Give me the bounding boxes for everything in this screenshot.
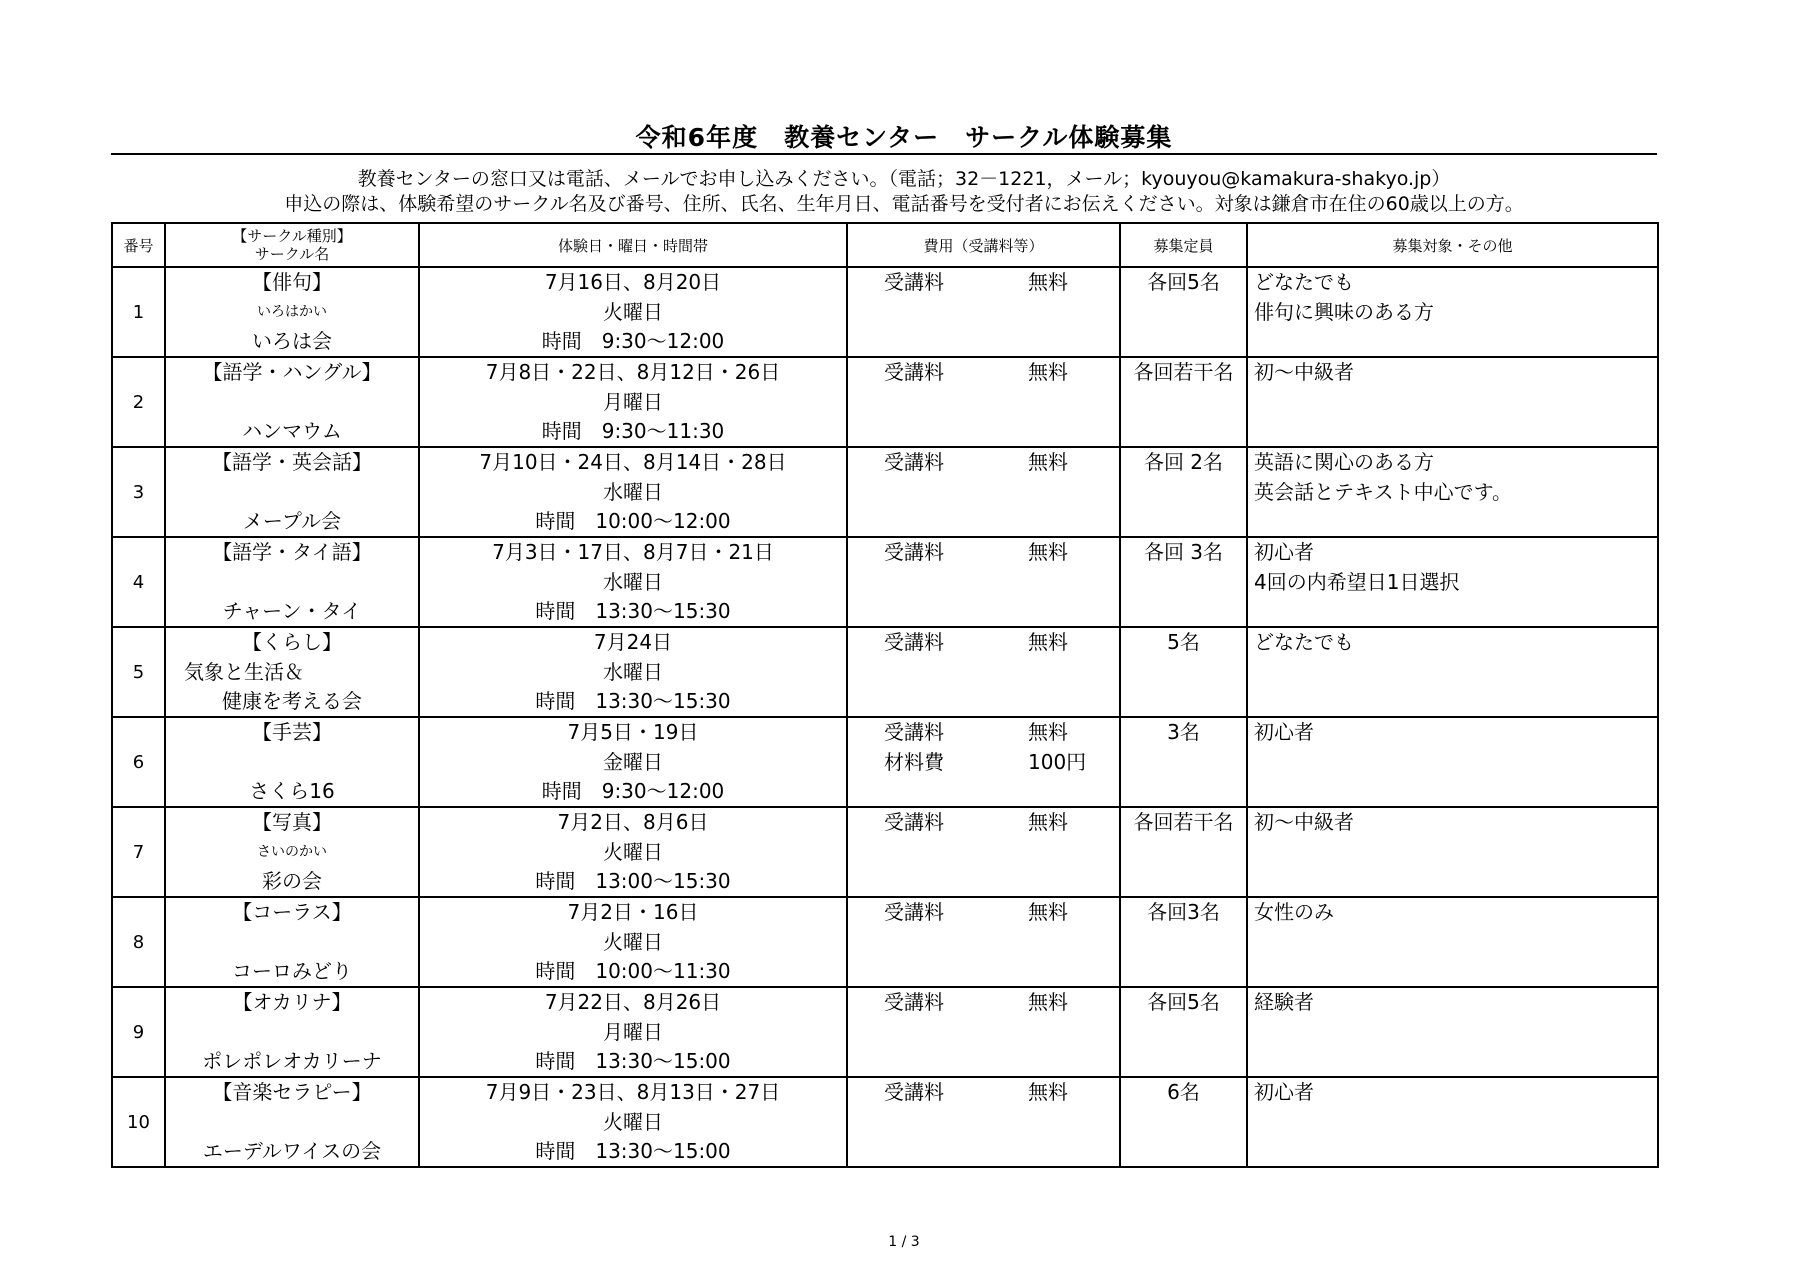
circle-name-line: 気象と生活＆ xyxy=(184,660,304,684)
fee-value: 無料 xyxy=(1028,270,1068,294)
table-row xyxy=(112,537,1658,627)
fee-value: 無料 xyxy=(1028,1080,1068,1104)
fee-cell xyxy=(847,1077,1120,1167)
fee-label: 受講料 xyxy=(884,270,944,294)
fee-label: 受講料 xyxy=(884,1080,944,1104)
application-note: 教養センターの窓口又は電話、メールでお申し込みください。（電話；32－1221，メール；kyouyou@kamakura-shakyo.jp） xyxy=(357,168,1451,190)
header-circle-type: 【サークル種別】 xyxy=(232,227,352,245)
schedule-weekday: 水曜日 xyxy=(603,480,663,504)
fee-cell xyxy=(847,537,1120,627)
circle-table xyxy=(111,222,1659,1168)
capacity-cell xyxy=(1120,447,1247,537)
page-number: 1 / 3 xyxy=(888,1234,920,1250)
target-cell xyxy=(1247,807,1658,897)
fee-label: 受講料 xyxy=(884,540,944,564)
circle-category: 【音楽セラピー】 xyxy=(212,1080,372,1104)
schedule-cell xyxy=(419,267,847,357)
fee-label: 受講料 xyxy=(884,630,944,654)
header-circle-name: サークル名 xyxy=(254,245,330,263)
capacity-value: 3名 xyxy=(1167,720,1200,744)
header-schedule: 体験日・曜日・時間帯 xyxy=(419,223,847,267)
schedule-cell xyxy=(419,717,847,807)
capacity-cell xyxy=(1120,1077,1247,1167)
circle-name-reading: いろはかい xyxy=(257,304,327,320)
fee-value: 無料 xyxy=(1028,900,1068,924)
capacity-value: 各回5名 xyxy=(1147,270,1220,294)
circle-category: 【語学・タイ語】 xyxy=(212,540,372,564)
circle-cell xyxy=(165,897,419,987)
capacity-value: 5名 xyxy=(1167,630,1200,654)
schedule-dates: 7月24日 xyxy=(593,630,673,654)
table-row xyxy=(112,357,1658,447)
schedule-cell xyxy=(419,627,847,717)
circle-name: メープル会 xyxy=(242,509,342,533)
schedule-weekday: 水曜日 xyxy=(603,570,663,594)
capacity-cell xyxy=(1120,717,1247,807)
target-cell xyxy=(1247,987,1658,1077)
target-cell xyxy=(1247,537,1658,627)
fee-label: 受講料 xyxy=(884,720,944,744)
target-cell xyxy=(1247,267,1658,357)
schedule-time: 時間 13:00～15:30 xyxy=(535,869,731,893)
target-line-2: 俳句に興味のある方 xyxy=(1254,300,1434,324)
capacity-value: 各回5名 xyxy=(1147,990,1220,1014)
schedule-time: 時間 13:30～15:00 xyxy=(535,1139,731,1163)
target-cell xyxy=(1247,357,1658,447)
fee-cell xyxy=(847,627,1120,717)
material-fee-label: 材料費 xyxy=(884,750,944,774)
target-cell xyxy=(1247,627,1658,717)
circle-cell xyxy=(165,447,419,537)
schedule-cell xyxy=(419,357,847,447)
row-number: 5 xyxy=(112,627,165,717)
schedule-cell xyxy=(419,1077,847,1167)
schedule-dates: 7月5日・19日 xyxy=(567,720,699,744)
capacity-cell xyxy=(1120,357,1247,447)
schedule-cell xyxy=(419,897,847,987)
fee-value: 無料 xyxy=(1028,540,1068,564)
target-cell xyxy=(1247,447,1658,537)
table-row xyxy=(112,447,1658,537)
target-line-1: どなたでも xyxy=(1254,270,1354,294)
fee-value: 無料 xyxy=(1028,810,1068,834)
capacity-value: 各回 2名 xyxy=(1143,450,1224,474)
target-line-1: 初心者 xyxy=(1254,720,1314,744)
fee-label: 受講料 xyxy=(884,810,944,834)
fee-value: 無料 xyxy=(1028,990,1068,1014)
target-line-1: 英語に関心のある方 xyxy=(1254,450,1434,474)
row-number: 7 xyxy=(112,807,165,897)
schedule-dates: 7月9日・23日、8月13日・27日 xyxy=(485,1080,781,1104)
fee-value: 無料 xyxy=(1028,450,1068,474)
circle-cell xyxy=(165,807,419,897)
circle-name-reading: さいのかい xyxy=(257,844,327,860)
schedule-dates: 7月22日、8月26日 xyxy=(544,990,722,1014)
fee-cell xyxy=(847,357,1120,447)
circle-name: いろは会 xyxy=(252,329,332,353)
schedule-dates: 7月8日・22日、8月12日・26日 xyxy=(485,360,781,384)
schedule-time: 時間 9:30～12:00 xyxy=(541,329,725,353)
target-line-1: 初～中級者 xyxy=(1254,360,1354,384)
fee-cell xyxy=(847,717,1120,807)
schedule-time: 時間 9:30～12:00 xyxy=(541,779,725,803)
circle-name: エーデルワイスの会 xyxy=(202,1139,382,1163)
table-row xyxy=(112,267,1658,357)
capacity-value: 各回3名 xyxy=(1147,900,1220,924)
circle-category: 【手芸】 xyxy=(252,720,332,744)
table-row xyxy=(112,1077,1658,1167)
target-line-2: 英会話とテキスト中心です。 xyxy=(1254,480,1512,504)
schedule-time: 時間 9:30～11:30 xyxy=(541,419,725,443)
schedule-weekday: 月曜日 xyxy=(603,1020,663,1044)
schedule-time: 時間 10:00～11:30 xyxy=(535,959,731,983)
fee-value: 無料 xyxy=(1028,360,1068,384)
title-divider xyxy=(111,153,1657,155)
schedule-weekday: 水曜日 xyxy=(603,660,663,684)
eligibility-note: 申込の際は、体験希望のサークル名及び番号、住所、氏名、生年月日、電話番号を受付者にお伝えください。対象は鎌倉市在住の60歳以上の方。 xyxy=(284,193,1524,215)
schedule-time: 時間 13:30～15:00 xyxy=(535,1049,731,1073)
material-fee-value: 100円 xyxy=(1028,750,1087,774)
circle-category: 【コーラス】 xyxy=(232,900,352,924)
fee-cell xyxy=(847,897,1120,987)
schedule-weekday: 火曜日 xyxy=(603,1110,663,1134)
circle-name: ハンマウム xyxy=(242,419,342,443)
row-number: 1 xyxy=(112,267,165,357)
target-line-1: 初心者 xyxy=(1254,540,1314,564)
fee-value: 無料 xyxy=(1028,630,1068,654)
header-circle xyxy=(165,223,419,267)
schedule-weekday: 火曜日 xyxy=(603,300,663,324)
circle-name: 彩の会 xyxy=(262,869,322,893)
capacity-cell xyxy=(1120,627,1247,717)
fee-cell xyxy=(847,987,1120,1077)
schedule-dates: 7月10日・24日、8月14日・28日 xyxy=(479,450,787,474)
schedule-time: 時間 13:30～15:30 xyxy=(535,599,731,623)
circle-cell xyxy=(165,717,419,807)
schedule-dates: 7月2日・16日 xyxy=(567,900,699,924)
capacity-cell xyxy=(1120,987,1247,1077)
row-number: 8 xyxy=(112,897,165,987)
row-number: 3 xyxy=(112,447,165,537)
schedule-weekday: 金曜日 xyxy=(603,750,663,774)
target-cell xyxy=(1247,717,1658,807)
target-line-1: 初～中級者 xyxy=(1254,810,1354,834)
circle-name: コーロみどり xyxy=(232,959,352,983)
schedule-dates: 7月16日、8月20日 xyxy=(544,270,722,294)
fee-cell xyxy=(847,267,1120,357)
table-row xyxy=(112,807,1658,897)
capacity-cell xyxy=(1120,267,1247,357)
target-cell xyxy=(1247,897,1658,987)
schedule-time: 時間 10:00～12:00 xyxy=(535,509,731,533)
header-no: 番号 xyxy=(112,223,165,267)
capacity-cell xyxy=(1120,897,1247,987)
circle-name: さくら16 xyxy=(249,779,335,803)
row-number: 10 xyxy=(112,1077,165,1167)
header-target: 募集対象・その他 xyxy=(1247,223,1658,267)
circle-category: 【語学・英会話】 xyxy=(212,450,372,474)
circle-name: 健康を考える会 xyxy=(222,689,362,713)
circle-cell xyxy=(165,267,419,357)
table-header-row xyxy=(112,223,1658,267)
schedule-cell xyxy=(419,447,847,537)
circle-name: チャーン・タイ xyxy=(222,599,362,623)
target-line-1: どなたでも xyxy=(1254,630,1354,654)
target-line-1: 経験者 xyxy=(1254,990,1314,1014)
capacity-cell xyxy=(1120,807,1247,897)
fee-label: 受講料 xyxy=(884,990,944,1014)
header-capacity: 募集定員 xyxy=(1120,223,1247,267)
circle-cell xyxy=(165,627,419,717)
table-row xyxy=(112,627,1658,717)
fee-cell xyxy=(847,447,1120,537)
table-row xyxy=(112,897,1658,987)
schedule-dates: 7月3日・17日、8月7日・21日 xyxy=(492,540,774,564)
circle-category: 【語学・ハングル】 xyxy=(202,360,382,384)
row-number: 2 xyxy=(112,357,165,447)
capacity-value: 各回 3名 xyxy=(1143,540,1224,564)
target-line-1: 初心者 xyxy=(1254,1080,1314,1104)
circle-category: 【オカリナ】 xyxy=(232,990,352,1014)
schedule-cell xyxy=(419,807,847,897)
circle-cell xyxy=(165,357,419,447)
circle-cell xyxy=(165,537,419,627)
schedule-weekday: 火曜日 xyxy=(603,930,663,954)
fee-label: 受講料 xyxy=(884,900,944,924)
schedule-cell xyxy=(419,537,847,627)
schedule-dates: 7月2日、8月6日 xyxy=(557,810,709,834)
capacity-value: 6名 xyxy=(1167,1080,1200,1104)
header-fee: 費用（受講料等） xyxy=(847,223,1120,267)
table-row xyxy=(112,717,1658,807)
circle-cell xyxy=(165,987,419,1077)
fee-value: 無料 xyxy=(1028,720,1068,744)
target-cell xyxy=(1247,1077,1658,1167)
circle-category: 【くらし】 xyxy=(242,630,342,654)
circle-cell xyxy=(165,1077,419,1167)
schedule-weekday: 火曜日 xyxy=(603,840,663,864)
capacity-value: 各回若干名 xyxy=(1133,810,1234,834)
row-number: 4 xyxy=(112,537,165,627)
circle-category: 【俳句】 xyxy=(252,270,332,294)
schedule-weekday: 月曜日 xyxy=(603,390,663,414)
fee-cell xyxy=(847,807,1120,897)
target-line-2: 4回の内希望日1日選択 xyxy=(1254,570,1460,594)
capacity-cell xyxy=(1120,537,1247,627)
row-number: 9 xyxy=(112,987,165,1077)
schedule-time: 時間 13:30～15:30 xyxy=(535,689,731,713)
capacity-value: 各回若干名 xyxy=(1133,360,1234,384)
circle-name: ポレポレオカリーナ xyxy=(202,1049,382,1073)
page-title: 令和6年度 教養センター サークル体験募集 xyxy=(635,123,1173,152)
circle-category: 【写真】 xyxy=(252,810,332,834)
fee-label: 受講料 xyxy=(884,360,944,384)
table-row xyxy=(112,987,1658,1077)
row-number: 6 xyxy=(112,717,165,807)
target-line-1: 女性のみ xyxy=(1254,900,1334,924)
fee-label: 受講料 xyxy=(884,450,944,474)
schedule-cell xyxy=(419,987,847,1077)
